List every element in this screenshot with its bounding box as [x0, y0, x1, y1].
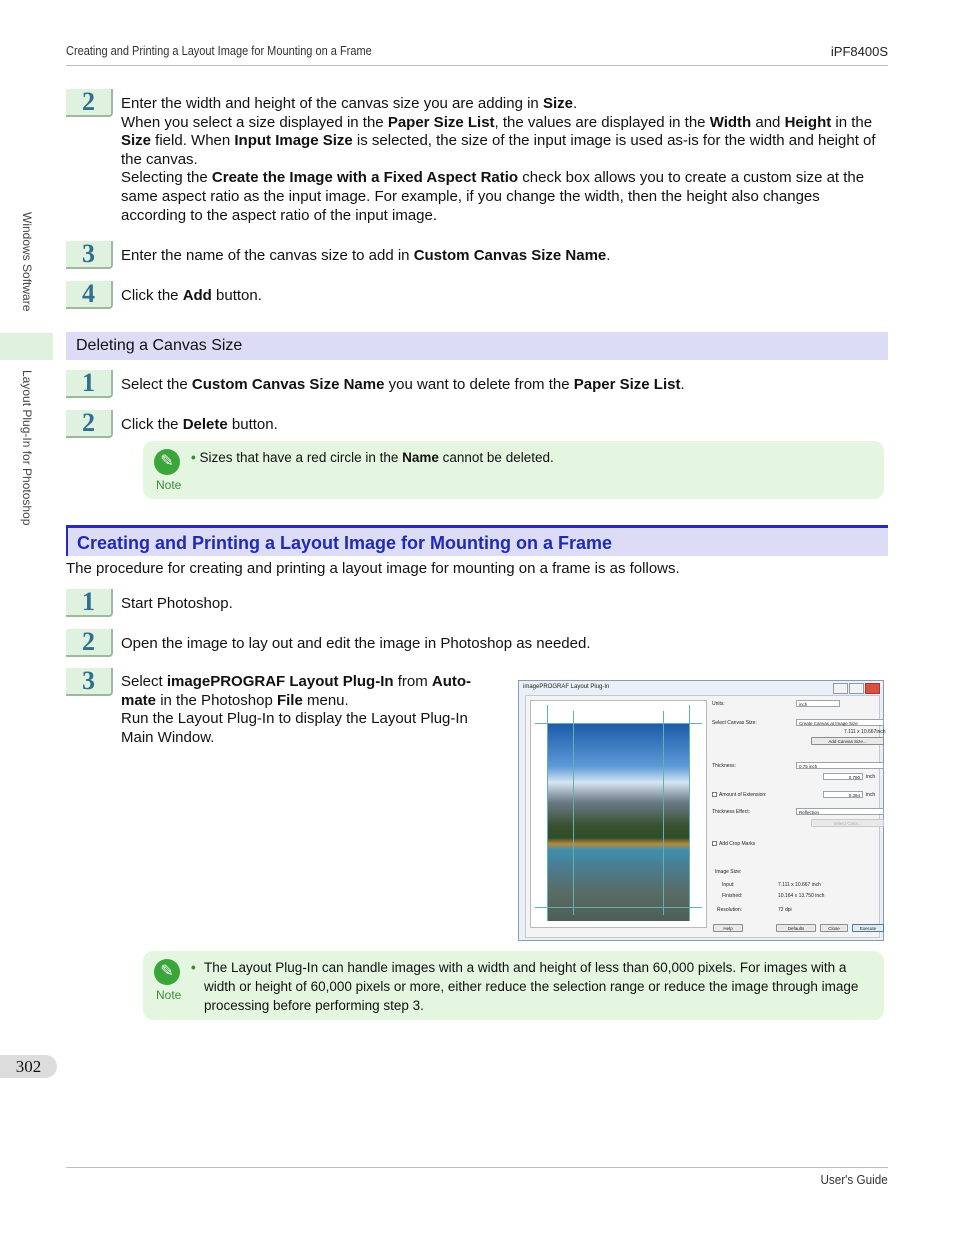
finished-label: Finished: — [722, 893, 743, 899]
minimize-icon — [833, 683, 848, 694]
thickness-label: Thickness: — [712, 763, 736, 769]
step-text: Open the image to lay out and edit the image in Photoshop as needed. — [121, 635, 591, 652]
thickness-select[interactable]: 0.75 inch — [796, 762, 884, 769]
input-label: Input: — [722, 882, 735, 888]
note-box — [143, 441, 884, 499]
layout-plugin-dialog-screenshot — [518, 680, 884, 941]
paragraph: Main Window. — [121, 728, 215, 746]
footer-rule — [66, 1167, 888, 1168]
step-text: Click the Add button. — [121, 287, 262, 304]
paragraph: Selecting the Create the Image with a Fixed Aspect Ratio check box allows you to create a custom size at the same aspect ratio as the input image. For example, if you change the width, then the height also changes according to the aspect ratio of the input image. — [121, 169, 865, 224]
step-text — [121, 673, 501, 747]
intro-paragraph: The procedure for creating and printing a layout image for mounting on a frame is as follows. — [66, 560, 680, 577]
crop-mark-line — [535, 723, 702, 724]
side-tab-windows-software: Windows Software — [20, 212, 34, 312]
canvas-size-select[interactable]: Create Canvas at Image Size — [796, 719, 884, 726]
step-number: 2 — [66, 410, 113, 438]
side-tab-highlight — [0, 333, 53, 360]
input-value: 7.111 x 10.667 inch — [778, 882, 821, 888]
select-color-button[interactable]: Select Color... — [811, 819, 884, 827]
note-text: • Sizes that have a red circle in the Name cannot be deleted. — [191, 450, 554, 465]
paragraph: Enter the width and height of the canvas size you are adding in Size. — [121, 95, 578, 112]
extension-label: Amount of Extension: — [719, 792, 767, 798]
step-number: 2 — [66, 89, 113, 117]
maximize-icon — [849, 683, 864, 694]
extension-checkbox[interactable] — [712, 792, 717, 797]
lake-mountain-photo — [547, 723, 689, 921]
crop-mark-line — [535, 907, 702, 908]
crop-marks-label: Add Crop Marks — [719, 841, 756, 847]
paragraph: Select imagePROGRAF Layout Plug-In from Auto- — [121, 673, 472, 690]
add-canvas-size-button[interactable]: Add Canvas Size... — [811, 737, 884, 745]
running-header-model: iPF8400S — [830, 44, 888, 59]
image-preview — [530, 700, 707, 928]
crop-mark-line — [663, 711, 664, 915]
step-text: Click the Delete button. — [121, 416, 278, 433]
section-heading: Deleting a Canvas Size — [66, 332, 888, 360]
defaults-button[interactable]: Defaults — [776, 924, 816, 932]
step-text: Select the Custom Canvas Size Name you want to delete from the Paper Size List. — [121, 376, 685, 393]
pencil-icon: ✎ — [154, 449, 180, 475]
units-label: Units: — [712, 701, 725, 707]
dialog-title: imagePROGRAF Layout Plug-In — [523, 684, 610, 690]
canvas-size-label: Select Canvas Size: — [712, 720, 757, 726]
extension-field[interactable]: 0.394 — [823, 791, 863, 798]
crop-mark-line — [547, 705, 548, 921]
step-number: 3 — [66, 668, 113, 696]
note-label: Note — [156, 478, 182, 492]
step-text — [121, 95, 881, 225]
thickness-effect-select[interactable]: Reflection — [796, 808, 884, 815]
canvas-dims: 7.111 x 10.667inch — [844, 729, 886, 735]
paragraph: Run the Layout Plug-In to display the Layout Plug-In — [121, 710, 468, 728]
section-heading: Creating and Printing a Layout Image for Mounting on a Frame — [66, 525, 888, 556]
note-text — [191, 958, 871, 1015]
thickness-effect-label: Thickness Effect: — [712, 809, 750, 815]
close-button[interactable]: Close — [820, 924, 848, 932]
bullet-icon: • — [191, 960, 196, 975]
step-text: Enter the name of the canvas size to add in Custom Canvas Size Name. — [121, 247, 611, 264]
header-rule — [66, 65, 888, 66]
units-select[interactable]: inch — [796, 700, 840, 707]
resolution-label: Resolution: — [717, 907, 743, 913]
step-number: 1 — [66, 370, 113, 398]
paragraph: mate in the Photoshop File menu. — [121, 691, 349, 709]
step-text: Start Photoshop. — [121, 595, 233, 612]
finished-value: 10.164 x 13.750 inch — [778, 893, 825, 899]
running-header-title: Creating and Printing a Layout Image for Mounting on a Frame — [66, 44, 372, 58]
thickness-field[interactable]: 0.750 — [823, 773, 863, 780]
paragraph: When you select a size displayed in the Paper Size List, the values are displayed in the Width and Height in the Size field. When Input Image Size is selected, the size of the input image is used as-is for the width and height of the canvas. — [121, 113, 876, 168]
crop-marks-checkbox[interactable] — [712, 841, 717, 846]
resolution-value: 72 dpi — [778, 907, 792, 913]
note-paragraph: The Layout Plug-In can handle images with a width and height of less than 60,000 pixels. For images with a width or height of 60,000 pixels or more, either reduce the selection range or reduce the image through image processing before performing step 3. — [204, 960, 859, 1013]
execute-button[interactable]: Execute — [852, 924, 884, 932]
image-size-label: Image Size: — [715, 869, 742, 875]
thickness-unit: inch — [866, 774, 876, 780]
close-icon — [865, 683, 880, 694]
note-label: Note — [156, 988, 182, 1002]
step-number: 2 — [66, 629, 113, 657]
extension-unit: inch — [866, 792, 876, 798]
pencil-icon: ✎ — [154, 959, 180, 985]
step-number: 1 — [66, 589, 113, 617]
crop-mark-line — [573, 711, 574, 915]
step-number: 3 — [66, 241, 113, 269]
dialog-body — [525, 695, 886, 938]
footer-guide: User's Guide — [820, 1172, 888, 1187]
side-tab-layout-plugin: Layout Plug-In for Photoshop — [20, 370, 34, 526]
help-button[interactable]: Help — [713, 924, 743, 932]
step-number: 4 — [66, 281, 113, 309]
bullet-icon: • — [191, 450, 196, 465]
crop-mark-line — [689, 705, 690, 921]
note-box — [143, 951, 884, 1020]
page-number: 302 — [0, 1055, 57, 1078]
